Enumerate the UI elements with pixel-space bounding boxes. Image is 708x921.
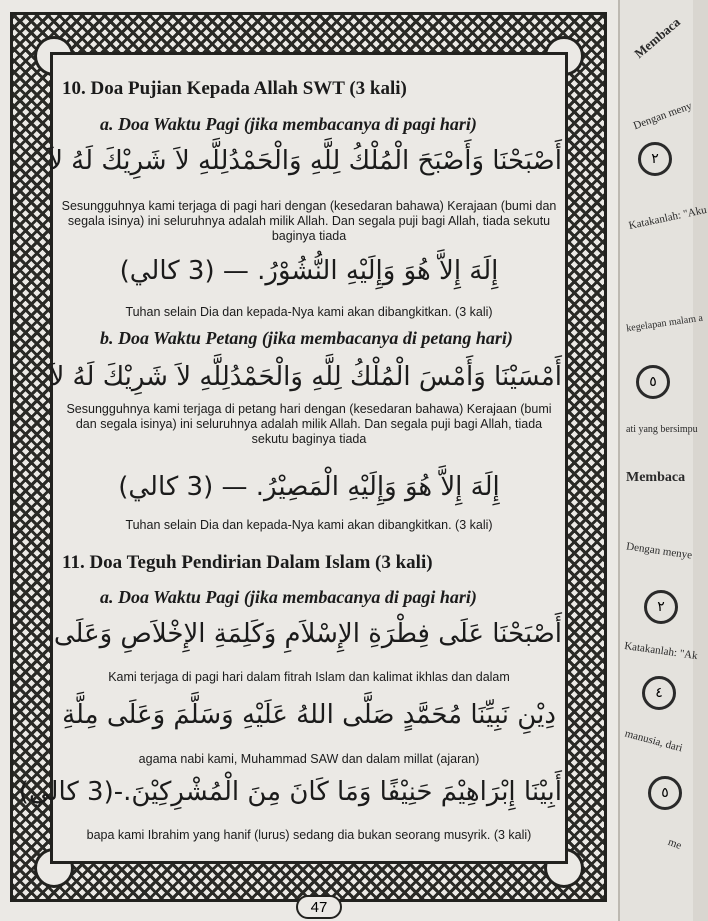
arabic-text: أَصْبَحْنَا وَأَصْبَحَ الْمُلْكُ لِلَّهِ وَالْحَمْدُلِلَّهِ لاَ شَرِيْكَ لَهُ لاَ — [48, 146, 562, 176]
section-10b-title: b. Doa Waktu Petang (jika membacanya di petang hari) — [100, 328, 513, 348]
right-page-text: kegelapan malam a — [625, 312, 704, 335]
translation-text: agama nabi kami, Muhammad SAW dan dalam millat (ajaran) — [138, 752, 480, 766]
right-page-text: Membaca — [631, 14, 683, 61]
translation-text: Kami terjaga di pagi hari dalam fitrah Islam dan kalimat ikhlas dan dalam — [108, 670, 510, 684]
translation-text: Tuhan selain Dia dan kepada-Nya kami akan dibangkitkan. (3 kali) — [125, 518, 493, 532]
right-page-text: manusia, dari — [623, 727, 684, 755]
page-number: 47 — [296, 895, 342, 919]
right-page-text: Membaca — [626, 470, 686, 485]
translation-text: bapa kami Ibrahim yang hanif (lurus) sedang dia bukan seorang musyrik. (3 kali) — [86, 828, 532, 842]
verse-number-circle: ٥ — [648, 776, 682, 810]
translation-text: Sesungguhnya kami terjaga di pagi hari dengan (kesedaran bahawa) Kerajaan (bumi dan segala isinya) ini seluruhnya adalah milik Allah. Dan segala puji bagi Allah, tiada sekutu baginya tiada — [61, 199, 557, 243]
section-11-title: 11. Doa Teguh Pendirian Dalam Islam (3 kali) — [62, 552, 433, 573]
page-content — [18, 62, 562, 862]
right-page-text: me — [666, 836, 684, 852]
arabic-text: أَبِيْنَا إِبْرَاهِيْمَ حَنِيْفًا وَمَا كَانَ مِنَ الْمُشْرِكِيْنَ.-(3 كالي) — [18, 777, 562, 807]
right-page-text: Katakanlah: "Aku — [627, 203, 708, 233]
verse-number-circle: ٢ — [644, 590, 678, 624]
translation-text: Sesungguhnya kami terjaga di petang hari dengan (kesedaran bahawa) Kerajaan (bumi dan segala isinya) ini seluruhnya adalah milik Allah. Dan segala puji bagi Allah, tiada sekutu baginya tiada — [66, 402, 552, 446]
arabic-text: أَمْسَيْنَا وَأَمْسَ الْمُلْكُ لِلَّهِ وَالْحَمْدُلِلَّهِ لاَ شَرِيْكَ لَهُ لاَ — [49, 362, 562, 392]
arabic-text: دِيْنِ نَبِيِّنَا مُحَمَّدٍ صَلَّى اللهُ عَلَيْهِ وَسَلَّمَ وَعَلَى مِلَّةِ — [62, 700, 556, 730]
verse-number-circle: ٤ — [642, 676, 676, 710]
right-page-text: Dengan meny — [631, 99, 694, 133]
section-11a-title: a. Doa Waktu Pagi (jika membacanya di pagi hari) — [100, 587, 477, 607]
translation-text: Tuhan selain Dia dan kepada-Nya kami akan dibangkitkan. (3 kali) — [125, 305, 493, 319]
right-page-text: ati yang bersimpu — [626, 424, 698, 435]
right-page-text: Katakanlah: "Ak — [623, 639, 699, 663]
arabic-text: أَصْبَحْنَا عَلَى فِطْرَةِ الإِسْلاَمِ وَكَلِمَةِ الإِخْلاَصِ وَعَلَى — [53, 619, 562, 649]
right-page-text: Dengan menye — [625, 540, 693, 562]
arabic-text: إِلَهَ إِلاَّ هُوَ وَإِلَيْهِ الْمَصِيْرُ. — (3 كالي) — [118, 472, 500, 502]
verse-number-circle: ٥ — [636, 365, 670, 399]
section-10a-title: a. Doa Waktu Pagi (jika membacanya di pagi hari) — [100, 114, 477, 134]
verse-number-circle: ٢ — [638, 142, 672, 176]
section-10-title: 10. Doa Pujian Kepada Allah SWT (3 kali) — [62, 78, 407, 99]
arabic-text: إِلَهَ إِلاَّ هُوَ وَإِلَيْهِ النُّشُوْرُ. — (3 كالي) — [119, 256, 499, 286]
right-page-edge — [618, 0, 708, 921]
